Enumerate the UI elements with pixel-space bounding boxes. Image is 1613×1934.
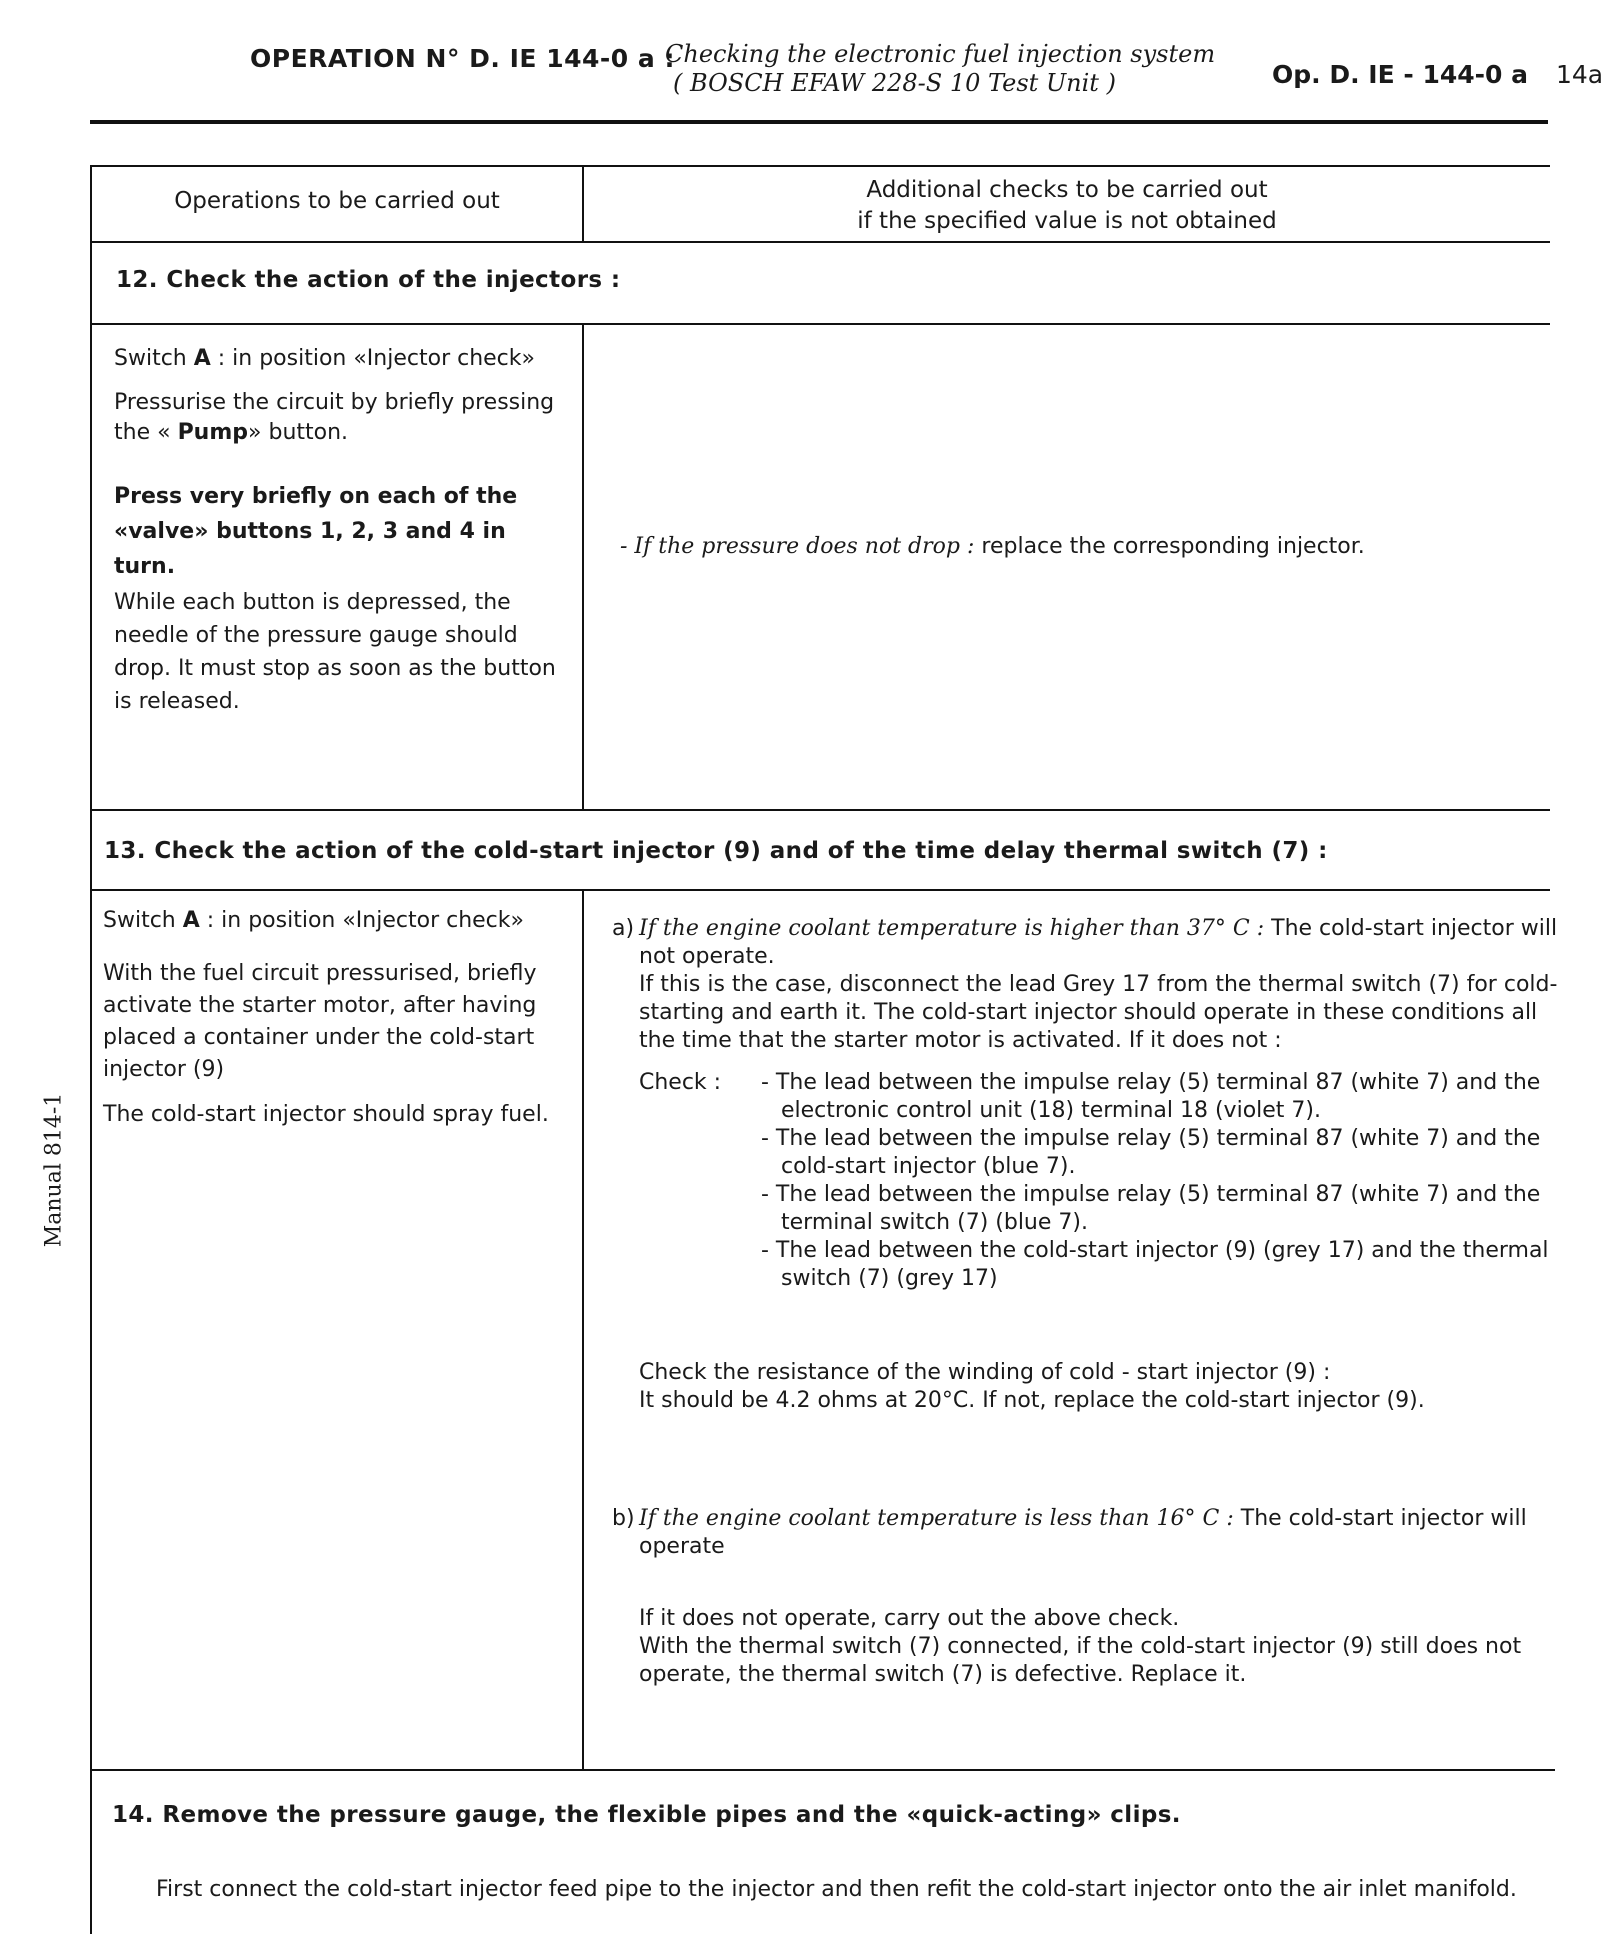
s14-title: 14. Remove the pressure gauge, the flexible pipes and the «quick-acting» clips.: [112, 1802, 1181, 1828]
s14-body: First connect the cold-start injector feed pipe to the injector and then refit the cold-start injector onto the air inlet manifold.: [156, 1877, 1517, 1902]
description-line-1: Checking the electronic fuel injection system: [665, 40, 1216, 68]
table-top-border: [90, 165, 1550, 167]
page-header: [0, 38, 1613, 118]
header-rule: [90, 120, 1548, 124]
s13-resistance-check: Check the resistance of the winding of cold - start injector (9) : It should be 4.2 ohms at 20°C. If not, replace the cold-start injector (9).: [639, 1360, 1425, 1413]
operation-number: OPERATION N° D. IE 144-0 a :: [250, 44, 675, 73]
s13-case-b: b) If the engine coolant temperature is less than 16° C : The cold-start injector will operate If it does not operate, carry out the above check. With the thermal switch (7) connected, if the cold-start injector (9) still does not operate, the thermal switch (7) is defective. Replace it.: [612, 1505, 1562, 1689]
manual-side-label: [34, 1080, 74, 1260]
page-number: 14a: [1556, 60, 1604, 89]
operation-reference: Op. D. IE - 144-0 a: [1272, 60, 1528, 89]
s13-case-a: a) If the engine coolant temperature is higher than 37° C : The cold-start injector will not operate. If this is the case, disconnect the lead Grey 17 from the thermal switch (7) for cold-starting and earth it. The cold-start injector should operate in these conditions all the time that the starter motor is activated. If it does not : Check : - The lead between the impulse relay (5) terminal 87 (white 7) and the electronic control unit (18) terminal 18 (violet 7). - The lead between the impulse relay (5) terminal 87 (white 7) and the cold-start injector (blue 7). - The lead between the impulse relay (5) terminal 87 (white 7) and the terminal switch (7) (blue 7). - The lead between the cold-start injector (9) (grey 17) and the thermal switch (7) (grey 17) Check the resistance of the winding of cold - start injector (9) : It should be 4.2 ohms at 20°C. If not, replace the cold-start injector (9).: [612, 915, 1562, 1415]
col2-header-line-2: if the specified value is not obtained: [857, 208, 1277, 234]
check-item: - The lead between the impulse relay (5) terminal 87 (white 7) and the terminal switch (7) (blue 7).: [761, 1182, 1541, 1235]
s12-title: 12. Check the action of the injectors :: [116, 267, 621, 293]
manual-label-text: Manual 814-1: [41, 1092, 67, 1248]
s13-bottom-border: [90, 1769, 1555, 1771]
s12-additional-check: - If the pressure does not drop : replace the corresponding injector.: [620, 534, 1365, 559]
s12-gauge-note: While each button is depressed, the needle of the pressure gauge should drop. It must stop as soon as the button is released.: [114, 590, 556, 714]
header-bottom-border: [90, 241, 1550, 243]
column-divider-s12: [582, 323, 584, 811]
check-item: - The lead between the impulse relay (5) terminal 87 (white 7) and the electronic control unit (18) terminal 18 (violet 7).: [761, 1070, 1541, 1123]
s13-right-column: [612, 915, 1562, 1689]
column-divider-s13: [582, 889, 584, 1771]
s13-title-border: [90, 889, 1550, 891]
check-item: - The lead between the impulse relay (5) terminal 87 (white 7) and the cold-start injector (blue 7).: [761, 1126, 1541, 1179]
s12-pressurise-instruction: Pressurise the circuit by briefly pressing the « Pump» button.: [114, 390, 555, 445]
description-line-2: ( BOSCH EFAW 228-S 10 Test Unit ): [673, 69, 1116, 97]
s12-switch-instruction: Switch A : in position «Injector check»: [114, 346, 535, 371]
s12-title-border: [90, 323, 1550, 325]
s12-left-column: [114, 344, 564, 718]
s13-case-b-followup: If it does not operate, carry out the above check. With the thermal switch (7) connected, if the cold-start injector (9) still does not operate, the thermal switch (7) is defective. Replace it.: [639, 1606, 1522, 1687]
s13-title: 13. Check the action of the cold-start injector (9) and of the time delay thermal switch (7) :: [104, 838, 1328, 864]
s13-spray-note: The cold-start injector should spray fuel.: [103, 1102, 549, 1127]
operation-description: [665, 40, 1215, 98]
s12-bottom-border: [90, 809, 1550, 811]
col2-header-line-1: Additional checks to be carried out: [866, 177, 1268, 203]
s13-left-column: [103, 906, 563, 1131]
s13-switch-instruction: Switch A : in position «Injector check»: [103, 908, 524, 933]
col2-header: [584, 175, 1550, 237]
col1-header: Operations to be carried out: [174, 188, 500, 214]
s13-check-list: Check : - The lead between the impulse relay (5) terminal 87 (white 7) and the electronic control unit (18) terminal 18 (violet 7). - The lead between the impulse relay (5) terminal 87 (white 7) and the cold-start injector (blue 7). - The lead between the impulse relay (5) terminal 87 (white 7) and the terminal switch (7) (blue 7). - The lead between the cold-start injector (9) (grey 17) and the thermal switch (7) (grey 17): [639, 1069, 1562, 1293]
s12-press-instruction: Press very briefly on each of the «valve» buttons 1, 2, 3 and 4 in turn.: [114, 484, 518, 579]
s13-case-a-detail: If this is the case, disconnect the lead Grey 17 from the thermal switch (7) for cold-starting and earth it. The cold-start injector should operate in these conditions all the time that the starter motor is activated. If it does not :: [639, 972, 1558, 1053]
check-item: - The lead between the cold-start injector (9) (grey 17) and the thermal switch (7) (grey 17): [761, 1238, 1549, 1291]
s13-starter-instruction: With the fuel circuit pressurised, briefly activate the starter motor, after having placed a container under the cold-start injector (9): [103, 961, 537, 1082]
table-left-border: [90, 165, 92, 1934]
